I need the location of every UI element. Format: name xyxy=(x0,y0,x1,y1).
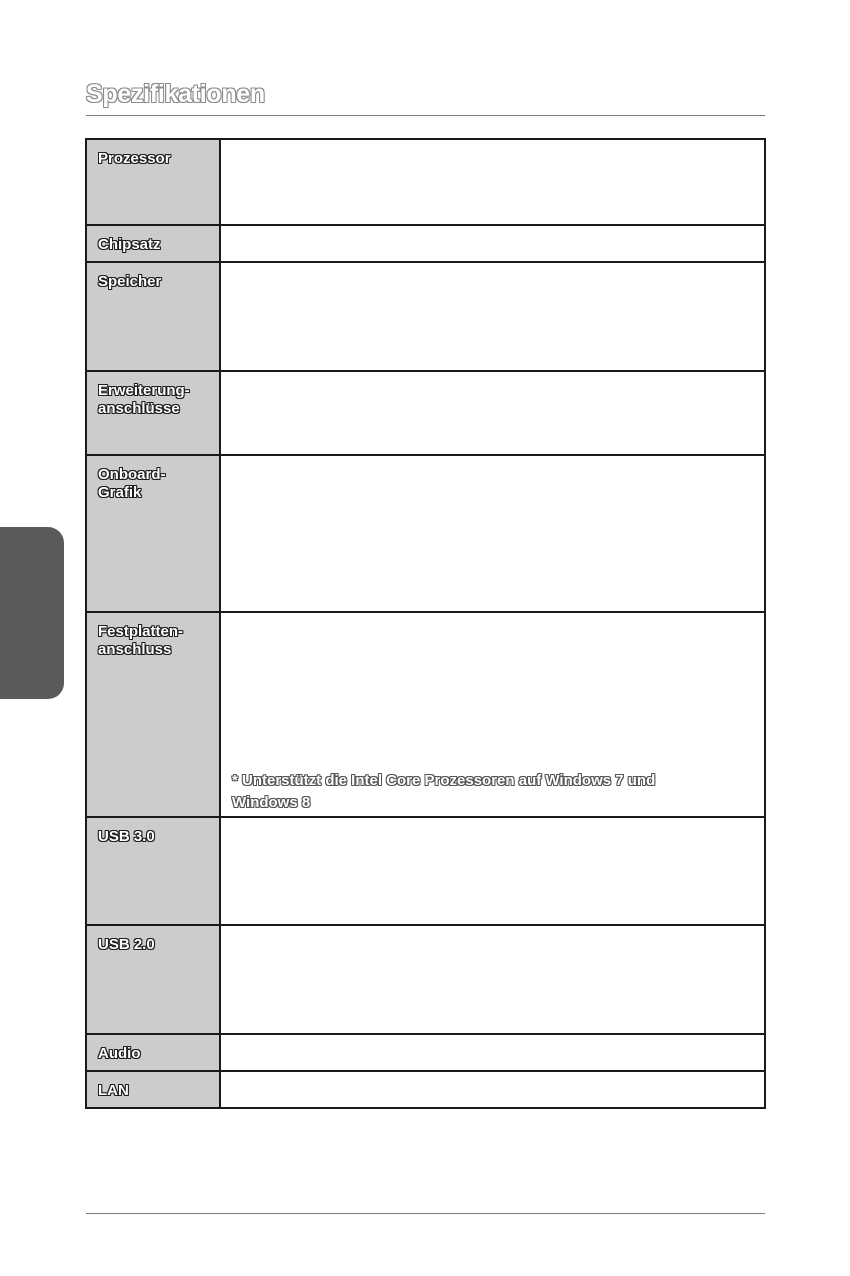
spec-label: USB 2.0 xyxy=(86,925,220,1034)
spec-value xyxy=(220,817,765,925)
spec-footnote: * Unterstützt die Intel Core Prozessoren auf Windows 7 und Windows 8 xyxy=(232,772,656,811)
spec-row-lan xyxy=(86,1071,765,1108)
spec-row-erweiterungsanschluesse xyxy=(86,371,765,455)
spec-value xyxy=(220,262,765,371)
title-divider xyxy=(86,115,765,116)
page-title: Spezifikationen xyxy=(86,80,265,108)
spec-value xyxy=(220,1071,765,1108)
spec-label: Chipsatz xyxy=(86,225,220,262)
spec-label: Onboard- Grafik xyxy=(86,455,220,612)
spec-value xyxy=(220,371,765,455)
spec-row-audio xyxy=(86,1034,765,1071)
spec-label: Speicher xyxy=(86,262,220,371)
spec-label: USB 3.0 xyxy=(86,817,220,925)
spec-row-usb-3 xyxy=(86,817,765,925)
spec-value xyxy=(220,612,765,817)
spec-label: Erweiterung- anschlüsse xyxy=(86,371,220,455)
spec-row-speicher xyxy=(86,262,765,371)
spec-row-prozessor xyxy=(86,139,765,225)
specifications-table xyxy=(85,138,766,1109)
spec-row-usb-2 xyxy=(86,925,765,1034)
spec-value xyxy=(220,925,765,1034)
spec-row-onboard-grafik xyxy=(86,455,765,612)
spec-row-chipsatz xyxy=(86,225,765,262)
spec-value xyxy=(220,139,765,225)
spec-value xyxy=(220,1034,765,1071)
chapter-side-tab xyxy=(0,527,64,699)
spec-label: Prozessor xyxy=(86,139,220,225)
spec-value xyxy=(220,225,765,262)
spec-value xyxy=(220,455,765,612)
spec-row-festplattenanschluss xyxy=(86,612,765,817)
spec-label: Audio xyxy=(86,1034,220,1071)
spec-label: LAN xyxy=(86,1071,220,1108)
footer-divider xyxy=(86,1213,765,1214)
spec-label: Festplatten- anschluss xyxy=(86,612,220,817)
